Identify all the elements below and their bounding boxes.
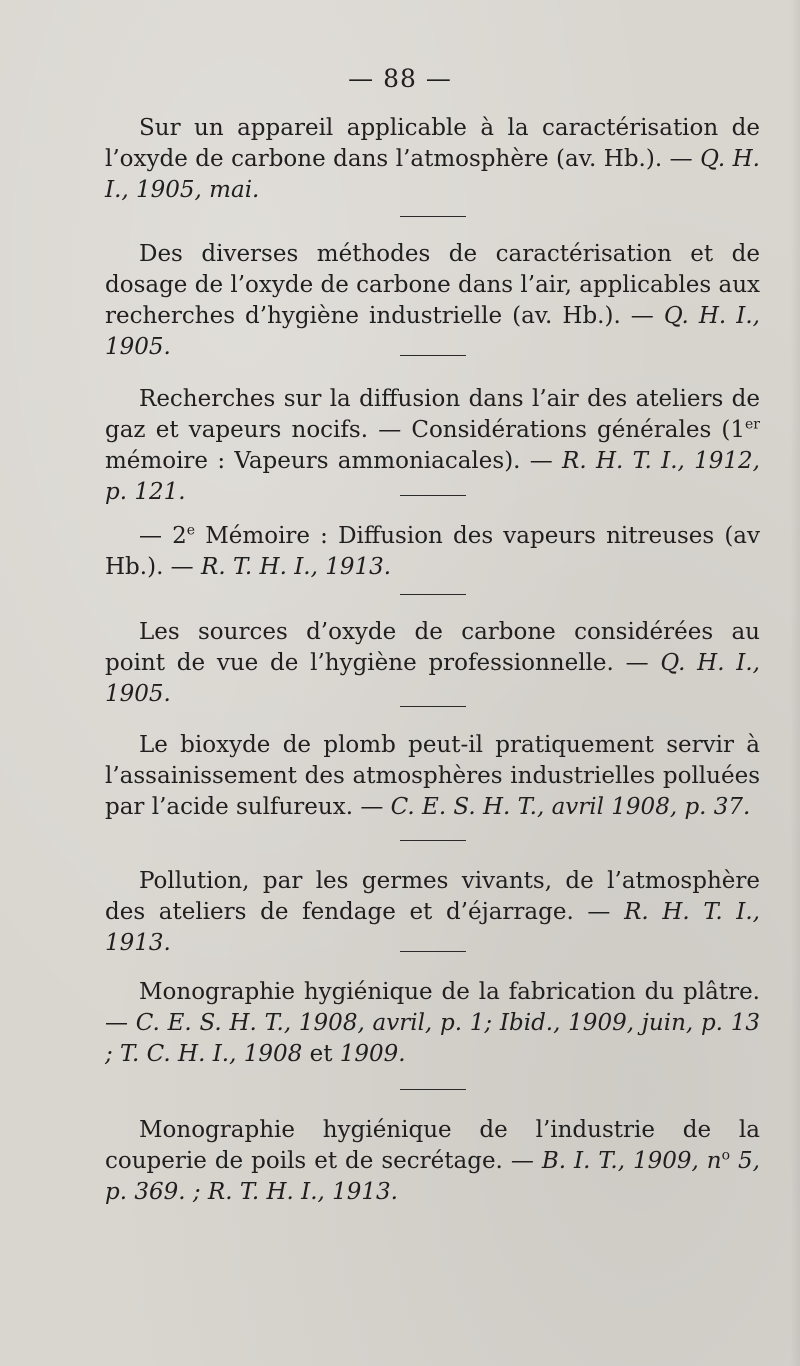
entry-text: — 2 bbox=[139, 523, 187, 549]
bibliography-entry bbox=[105, 617, 760, 710]
superscript: o bbox=[721, 1147, 731, 1164]
bibliography-entry bbox=[105, 977, 760, 1070]
separator-rule bbox=[400, 216, 466, 217]
entry-text: Le bioxyde de plomb peut-il pratiquement servir à l’assainissement des atmosphères industrielles polluées par l’acide sulfureux. — bbox=[105, 732, 760, 820]
entry-source: Q. H. I., 1905. bbox=[105, 650, 760, 707]
separator-rule bbox=[400, 840, 466, 841]
entry-text: Monographie hygiénique de la fabrication du plâtre. — bbox=[105, 979, 760, 1036]
entry-text: Pollution, par les germes vivants, de l’atmosphère des ateliers de fendage et d’éjarrage. — bbox=[105, 868, 760, 925]
entry-source: R. T. H. I., 1913. bbox=[201, 554, 392, 580]
separator-rule bbox=[400, 495, 466, 496]
entry-source: Q. H. I., 1905. bbox=[105, 303, 760, 360]
bibliography-entry bbox=[105, 113, 760, 206]
entry-source: 5, p. 369. ; R. T. H. I., 1913. bbox=[105, 1148, 760, 1205]
entry-text: mémoire : Vapeurs ammoniacales). — bbox=[105, 448, 563, 474]
bibliography-entry bbox=[105, 384, 760, 508]
entry-text: Mémoire : Diffusion des vapeurs nitreuses (av Hb.). — bbox=[105, 523, 760, 580]
separator-rule bbox=[400, 1089, 466, 1090]
bibliography-entry bbox=[105, 730, 760, 823]
separator-rule bbox=[400, 951, 466, 952]
entry-source: C. E. S. H. T., 1908, avril, p. 1; Ibid., 1909, juin, p. 13 ; T. C. H. I., 1908 bbox=[105, 1010, 761, 1067]
entry-source: Q. H. I., 1905, mai. bbox=[105, 146, 760, 203]
entry-source: R. H. T. I., 1913. bbox=[105, 899, 760, 956]
entry-source: 1909. bbox=[339, 1041, 406, 1067]
bibliography-entry bbox=[105, 521, 760, 583]
entry-text: et bbox=[302, 1041, 340, 1067]
page-number: — 88 — bbox=[348, 64, 452, 93]
superscript: e bbox=[186, 522, 196, 539]
entry-source: R. H. T. I., 1912, p. 121. bbox=[105, 448, 760, 505]
entry-source: B. I. T., 1909, n bbox=[541, 1148, 722, 1174]
bibliography-entry bbox=[105, 866, 760, 959]
entry-text: Les sources d’oxyde de carbone considérées au point de vue de l’hygiène professionnelle. — bbox=[105, 619, 760, 676]
bibliography-entry bbox=[105, 239, 760, 363]
superscript: er bbox=[745, 416, 760, 433]
separator-rule bbox=[400, 594, 466, 595]
entry-text: Monographie hygiénique de l’industrie de la couperie de poils et de secrétage. — bbox=[105, 1117, 760, 1174]
entry-source: C. E. S. H. T., avril 1908, p. 37. bbox=[390, 794, 751, 820]
separator-rule bbox=[400, 706, 466, 707]
bibliography-entry bbox=[105, 1115, 760, 1208]
separator-rule bbox=[400, 355, 466, 356]
entry-text: Recherches sur la diffusion dans l’air des ateliers de gaz et vapeurs nocifs. — Considérations générales (1 bbox=[105, 386, 760, 443]
entry-text: Des diverses méthodes de caractérisation et de dosage de l’oxyde de carbone dans l’air, applicables aux recherches d’hygiène industrielle (av. Hb.). — bbox=[105, 241, 760, 329]
entry-text: Sur un appareil applicable à la caractérisation de l’oxyde de carbone dans l’atmosphère (av. Hb.). — bbox=[105, 115, 760, 172]
